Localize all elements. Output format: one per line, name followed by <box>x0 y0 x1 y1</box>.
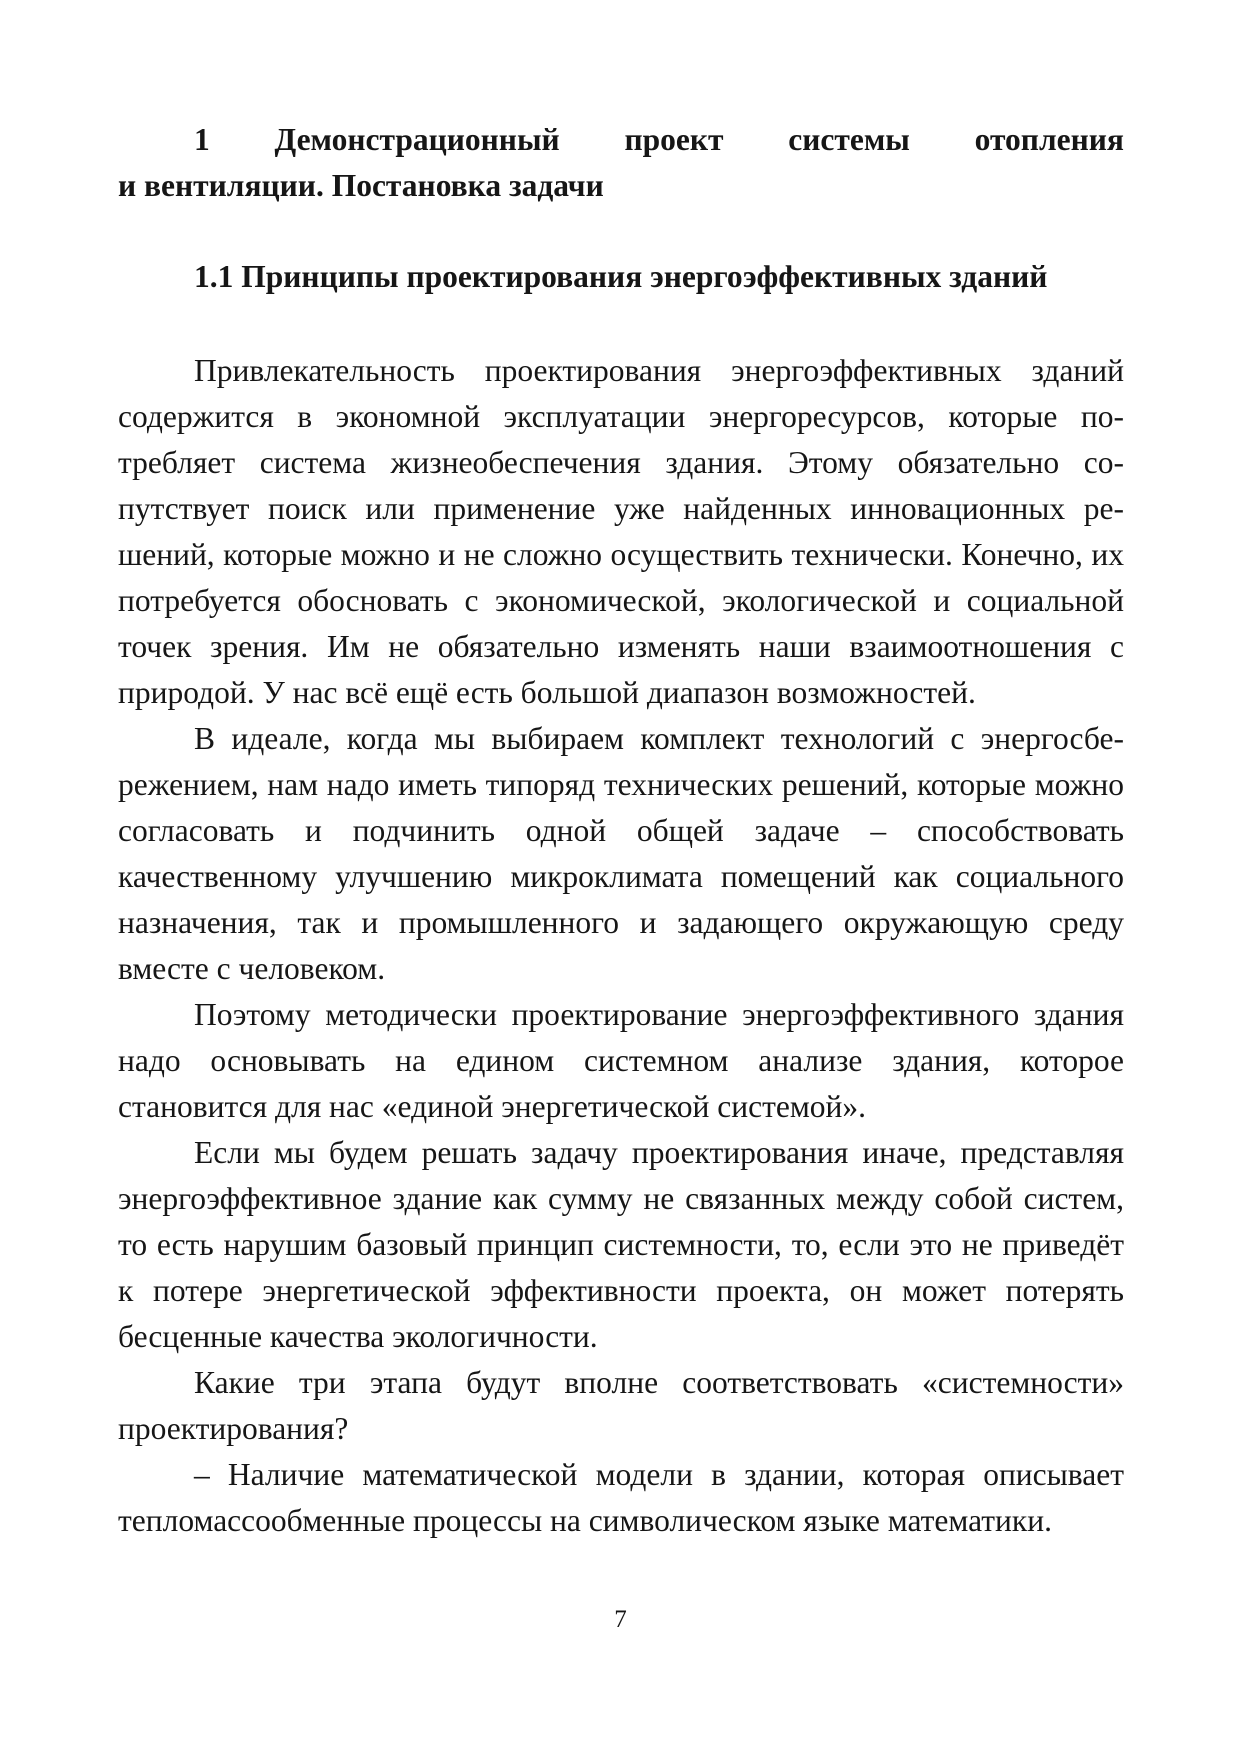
chapter-number: 1 <box>194 122 210 157</box>
paragraph: Поэтому методически проектирование энергоэффективного здания надо основывать на едином системном анализе здания, которое становится для нас «единой энергетической системой». <box>118 997 1124 1124</box>
chapter-word: проект <box>624 122 724 157</box>
chapter-word: отопления <box>974 122 1124 157</box>
chapter-heading-line-2: и вентиляции. Постановка задачи <box>118 168 604 203</box>
page-number: 7 <box>614 1606 627 1633</box>
paragraph: Если мы будем решать задачу проектирования иначе, представляя энергоэффективное здание как сумму не связанных между собой систем, то есть нарушим базовый принцип системности, то, если это не приведёт к потере энергетической эффективности проекта, он может потерять бесценные качества экологичности. <box>118 1135 1124 1354</box>
chapter-heading <box>118 117 1124 209</box>
chapter-word: системы <box>788 122 910 157</box>
paragraph: – Наличие математической модели в здании, которая описывает тепломассообменные процессы на символическом языке математики. <box>118 1457 1124 1538</box>
body-text <box>118 348 1124 1544</box>
paragraph: Привлекательность проектирования энергоэффективных зданий содержится в экономной эксплуатации энергоресурсов, которые потребляет система жизнеобеспечения здания. Этому обязательно сопутствует поиск или применение уже найденных инновационных решений, которые можно и не сложно осуществить технически. Конечно, их потребуется обосновать с экономической, экологической и социальной точек зрения. Им не обязательно изменять наши взаимоотношения с природой. У нас всё ещё есть большой диапазон возможностей. <box>118 353 1124 710</box>
section-heading: 1.1 Принципы проектирования энергоэффективных зданий <box>194 259 1048 294</box>
paragraph: Какие три этапа будут вполне соответствовать «системности» проектирования? <box>118 1365 1124 1446</box>
paragraph: В идеале, когда мы выбираем комплект технологий с энергосбережением, нам надо иметь типоряд технических решений, которые можно согласовать и подчинить одной общей задаче – способствовать качественному улучшению микроклимата помещений как социального назначения, так и промышленного и задающего окружающую среду вместе с человеком. <box>118 721 1124 986</box>
chapter-heading-line-1 <box>118 117 1124 163</box>
chapter-word: Демонстрационный <box>274 122 560 157</box>
